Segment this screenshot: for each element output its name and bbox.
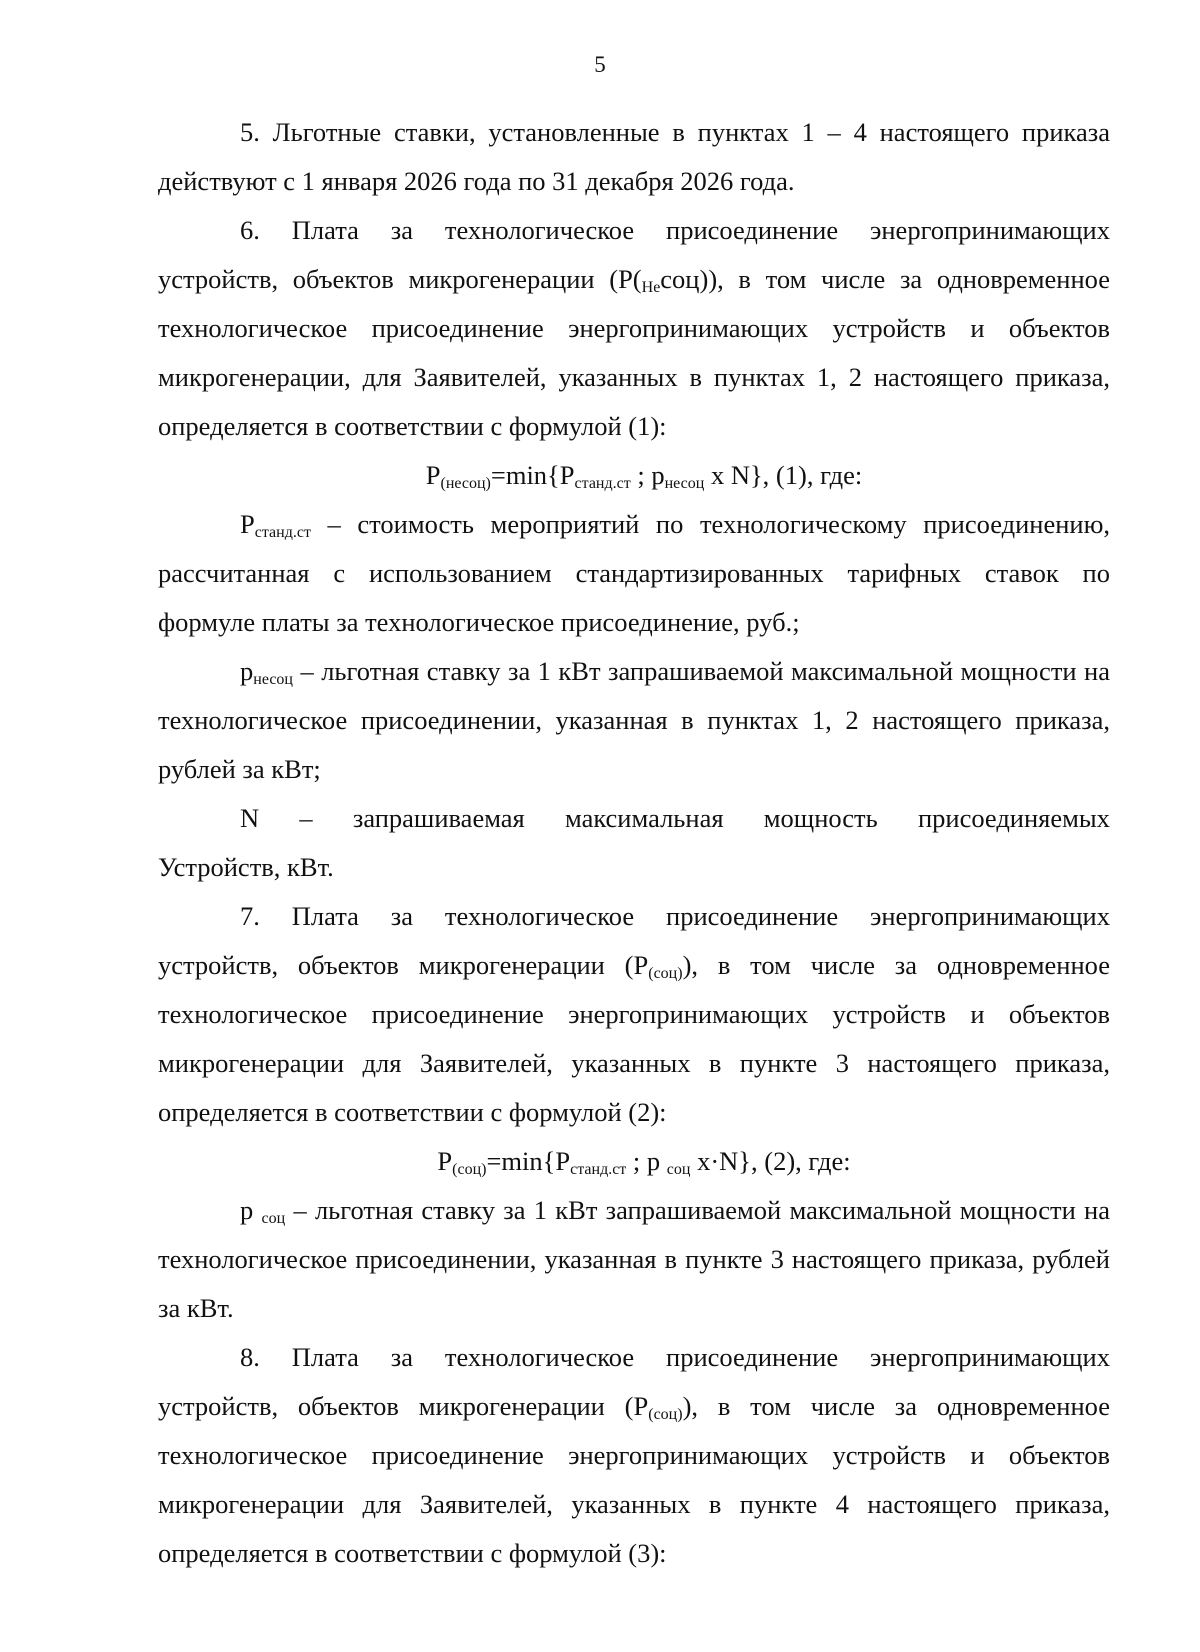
definition-n [158,794,1110,892]
definition-n-tail: Устройств, кВт. [158,852,334,882]
page-number: 5 [594,52,606,77]
definition-p-stand: $Р_{станд.ст}$ – стоимость мероприятий по технологическому присоединению, рассчитанная с использованием стандартизированных тарифных ставок по формуле платы за технологическое присоединение, руб.; [158,509,1110,637]
document-body [158,108,1110,1578]
formula-2: $Р_{(соц)}=\min\{Р_{станд.ст}$ ; р $_{соц}$ x·N}, (2), где: [437,1146,851,1178]
paragraph-5: 5. Льготные ставки, установленные в пунктах 1 – 4 настоящего приказа действуют с 1 января 2026 года по 31 декабря 2026 года. [158,117,1110,196]
formula-1: $Р_{(несоц)}=\min\{Р_{станд.ст}$ ; $р_{несоц}$ x N}, (1), где: [425,460,863,492]
definition-n-line: N – запрашиваемая максимальная мощность присоединяемых [240,803,1110,833]
paragraph-7: 7. Плата за технологическое присоединение энергопринимающих устройств, объектов микрогенерации $(Р_{(соц)})$, в том числе за одновременное технологическое присоединение энергопринимающих устройств и объектов микрогенерации для Заявителей, указанных в пункте 3 настоящего приказа, определяется в соответствии с формулой (2): [158,901,1110,1127]
definition-p-soc: р $_{соц}$ – льготная ставку за 1 кВт запрашиваемой максимальной мощности на технологическое присоединении, указанная в пункте 3 настоящего приказа, рублей за кВт. [158,1195,1111,1323]
definition-p-nesoc: $р_{несоц}$ – льготная ставку за 1 кВт запрашиваемой максимальной мощности на технологическое присоединении, указанная в пунктах 1, 2 настоящего приказа, рублей за кВт; [158,656,1110,784]
paragraph-6: 6. Плата за технологическое присоединение энергопринимающих устройств, объектов микрогенерации $(Р(_{Не}соц))$, в том числе за одновременное технологическое присоединение энергопринимающих устройств и объектов микрогенерации, для Заявителей, указанных в пунктах 1, 2 настоящего приказа, определяется в соответствии с формулой (1): [158,215,1110,441]
paragraph-8: 8. Плата за технологическое присоединение энергопринимающих устройств, объектов микрогенерации $(Р_{(соц)})$, в том числе за одновременное технологическое присоединение энергопринимающих устройств и объектов микрогенерации для Заявителей, указанных в пункте 4 настоящего приказа, определяется в соответствии с формулой (3): [158,1342,1110,1568]
